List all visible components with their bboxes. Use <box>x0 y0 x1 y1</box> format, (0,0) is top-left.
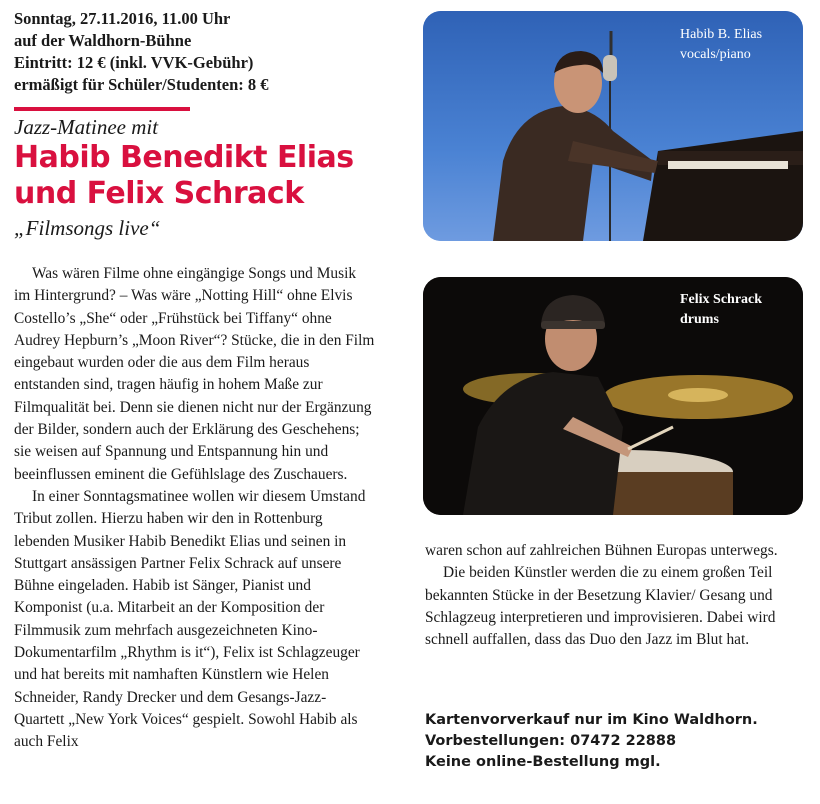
article-column-left <box>14 263 376 754</box>
felix-caption-role: drums <box>680 312 719 327</box>
ticket-phone-note: Vorbestellungen: 07472 22888 <box>425 733 677 749</box>
title-line-2: und Felix Schrack <box>14 176 304 211</box>
felix-caption <box>680 290 762 330</box>
event-info <box>14 8 404 96</box>
ticket-info <box>425 710 758 773</box>
heading-subtitle: „Filmsongs live“ <box>14 216 161 240</box>
title-line-1: Habib Benedikt Elias <box>14 140 354 175</box>
article-paragraph-3: Die beiden Künstler werden die zu einem großen Teil bekannten Stücke in der Besetzung Klavier/ Gesang und Schlagzeug interpretieren und improvisieren. Dabei wird schnell auffallen, dass das Duo den Jazz im Blut hat. <box>425 564 776 649</box>
event-entry-price: Eintritt: 12 € (inkl. VVK-Gebühr) <box>14 53 254 72</box>
page-title <box>14 140 404 212</box>
article-paragraph-2-continued: waren schon auf zahlreichen Bühnen Europas unterwegs. <box>425 542 778 559</box>
article-paragraph-1: Was wären Filme ohne eingängige Songs und Musik im Hintergrund? – Was wäre „Notting Hill“ ohne Elvis Costello’s „She“ oder „Frühstück bei Tiffany“ ohne Audrey Hepburn’s „Moon River“? Stücke, die in den Film eingebaut wurden oder die aus dem Film heraus entstanden sind, tragen häufig in hohem Maße zur Filmqualität bei. Denn sie dienen nicht nur der Ergänzung der Bilder, sondern auch der Erklärung des Geschehens; sie weisen auf Spannung und Entspannung hin und beeinflussen eminent die Gefühlslage des Zuschauers. <box>14 265 375 483</box>
event-reduced-price: ermäßigt für Schüler/Studenten: 8 € <box>14 75 269 94</box>
felix-caption-name: Felix Schrack <box>680 292 763 307</box>
accent-divider <box>14 107 190 111</box>
habib-caption <box>680 25 762 65</box>
habib-caption-role: vocals/piano <box>680 47 751 62</box>
ticket-online-note: Keine online-Bestellung mgl. <box>425 754 661 770</box>
article-column-right <box>425 540 805 651</box>
habib-photo <box>423 11 803 241</box>
felix-photo <box>423 277 803 515</box>
heading-intro: Jazz-Matinee mit <box>14 115 159 139</box>
event-date-time: Sonntag, 27.11.2016, 11.00 Uhr <box>14 9 231 28</box>
article-paragraph-2: In einer Sonntagsmatinee wollen wir diesem Umstand Tribut zollen. Hierzu haben wir den in Rottenburg lebenden Musiker Habib Benedikt Elias und seinen in Stuttgart ansässigen Partner Felix Schrack auf unsere Bühne eingeladen. Habib ist Sänger, Pianist und Komponist (u.a. Mitarbeit an der Komposition der Filmmusik zum mehrfach ausgezeichneten Kino-Dokumentarfilm „Rhythm is it“), Felix ist Schlagzeuger und hat bereits mit namhaften Künstlern wie Helen Schneider, Randy Drecker und dem Gesangs-Jazz-Quartett „New York Voices“ gespielt. Sowohl Habib als auch Felix <box>14 487 366 751</box>
event-venue: auf der Waldhorn-Bühne <box>14 31 192 50</box>
habib-caption-name: Habib B. Elias <box>680 27 763 42</box>
ticket-presale-note: Kartenvorverkauf nur im Kino Waldhorn. <box>425 712 758 728</box>
